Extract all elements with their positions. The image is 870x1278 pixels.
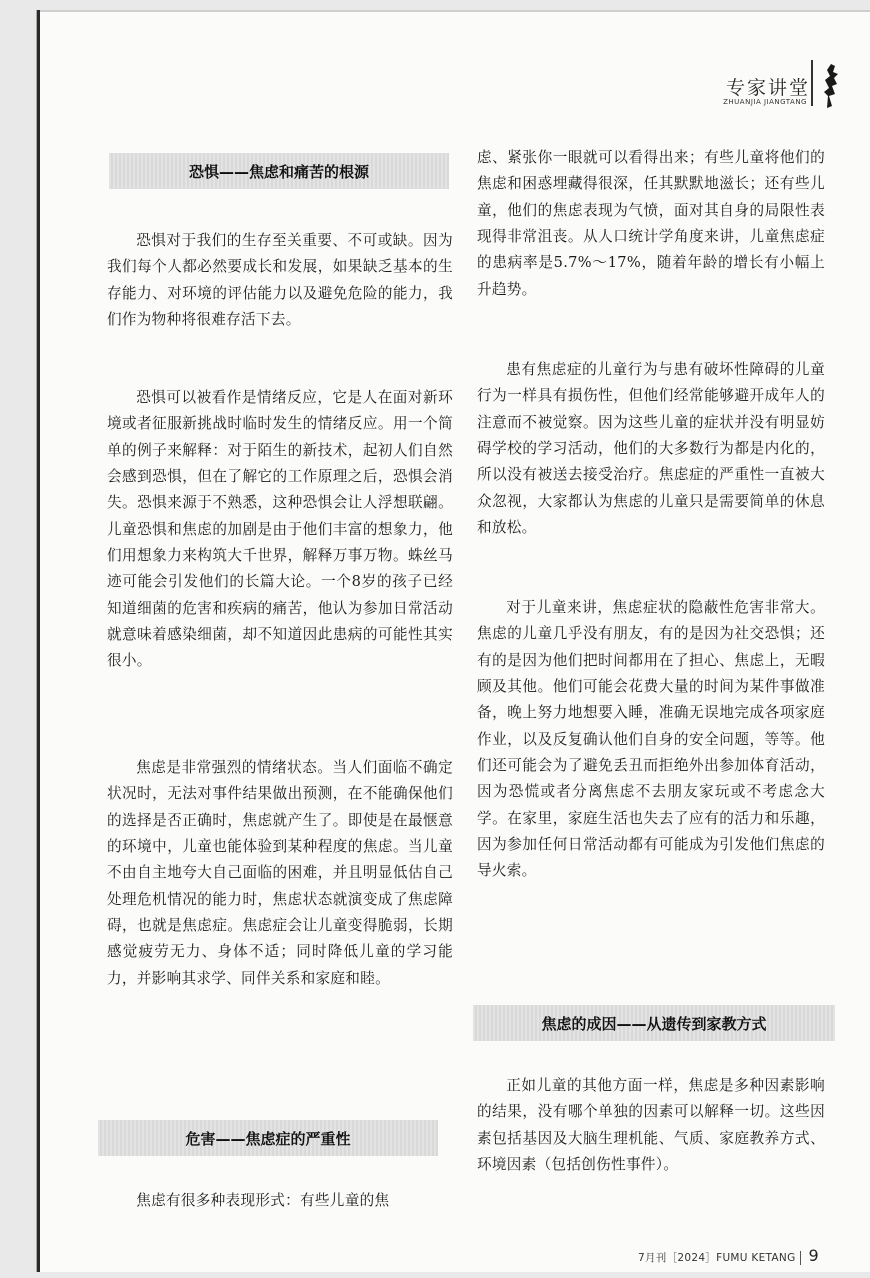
top-edge-rule <box>40 10 870 12</box>
section-title-fear: 恐惧——焦虑和痛苦的根源 <box>188 162 369 181</box>
section-heading-harm <box>98 1120 438 1156</box>
page-footer <box>638 1246 819 1265</box>
section-title-harm: 危害——焦虑症的严重性 <box>185 1129 351 1148</box>
paragraph-anxiety-forms-start: 焦虑有很多种表现形式：有些儿童的焦 <box>136 1192 390 1209</box>
column-title-zh: 专家讲堂 <box>725 77 810 99</box>
column-title-en: ZHUANJIA JIANGTANG <box>723 98 807 106</box>
column-logo-icon <box>821 62 843 110</box>
paragraph-fear-survival: 恐惧对于我们的生存至关重要、不可或缺。因为我们每个人都必然要成长和发展，如果缺乏基本的生存能力、对环境的评估能力以及避免危险的能力，我们作为物种将很难存活下去。 <box>107 232 453 329</box>
paragraph-anxiety-forms-cont: 虑、紧张你一眼就可以看得出来；有些儿童将他们的焦虑和困惑埋藏得很深，任其默默地滋长；还有些儿童，他们的焦虑表现为气愤，面对其自身的局限性表现得非常沮丧。从人口统计学角度来讲，儿童焦虑症的患病率是5.7%～17%，随着年龄的增长有小幅上升趋势。 <box>477 149 825 298</box>
paragraph-anxiety-state: 焦虑是非常强烈的情绪状态。当人们面临不确定状况时，无法对事件结果做出预测，在不能确保他们的选择是否正确时，焦虑就产生了。即使是在最惬意的环境中，儿童也能体验到某种程度的焦虑。当儿童不由自主地夸大自己面临的困难，并且明显低估自己处理危机情况的能力时，焦虑状态就演变成了焦虑障碍，也就是焦虑症。焦虑症会让儿童变得脆弱，长期感觉疲劳无力、身体不适；同时降低儿童的学习能力，并影响其求学、同伴关系和家庭和睦。 <box>107 759 453 987</box>
paragraph-fear-emotion: 恐惧可以被看作是情绪反应，它是人在面对新环境或者征服新挑战时临时发生的情绪反应。用一个简单的例子来解释：对于陌生的新技术，起初人们自然会感到恐惧，但在了解它的工作原理之后，恐惧会消失。恐惧来源于不熟悉，这种恐惧会让人浮想联翩。儿童恐惧和焦虑的加剧是由于他们丰富的想象力，他们用想象力来构筑大千世界，解释万事万物。蛛丝马迹可能会引发他们的长篇大论。一个8岁的孩子已经知道细菌的危害和疾病的痛苦，他认为参加日常活动就意味着感染细菌，却不知道因此患病的可能性其实很小。 <box>107 389 453 670</box>
section-heading-causes <box>473 1005 835 1041</box>
footer-divider <box>800 1251 801 1265</box>
page-number: 9 <box>808 1246 819 1265</box>
header-divider <box>811 60 813 106</box>
paragraph-hidden-harm: 对于儿童来讲，焦虑症状的隐蔽性危害非常大。焦虑的儿童几乎没有朋友，有的是因为社交恐惧；还有的是因为他们把时间都用在了担心、焦虑上，无暇顾及其他。他们可能会花费大量的时间为某件事做准备，晚上努力地想要入睡，准确无误地完成各项家庭作业，以及反复确认他们自身的安全问题，等等。他们还可能会为了避免丢丑而拒绝外出参加体育活动，因为恐慌或者分离焦虑不去朋友家玩或不考虑念大学。在家里，家庭生活也失去了应有的活力和乐趣，因为参加任何日常活动都有可能成为引发他们焦虑的导火索。 <box>477 599 825 880</box>
section-title-causes: 焦虑的成因——从遗传到家教方式 <box>541 1014 767 1033</box>
paragraph-disruptive-comparison: 患有焦虑症的儿童行为与患有破坏性障碍的儿童行为一样具有损伤性，但他们经常能够避开成年人的注意而不被觉察。因为这些儿童的症状并没有明显妨碍学校的学习活动，他们的大多数行为都是内化的，所以没有被送去接受治疗。焦虑症的严重性一直被大众忽视，大家都认为焦虑的儿童只是需要简单的休息和放松。 <box>477 361 825 537</box>
magazine-page <box>37 10 870 1272</box>
paragraph-causes: 正如儿童的其他方面一样，焦虑是多种因素影响的结果，没有哪个单独的因素可以解释一切。这些因素包括基因及大脑生理机能、气质、家庭教养方式、环境因素（包括创伤性事件）。 <box>477 1077 825 1174</box>
issue-label: 7月刊［2024］FUMU KETANG <box>638 1252 796 1264</box>
section-heading-fear <box>109 153 449 189</box>
